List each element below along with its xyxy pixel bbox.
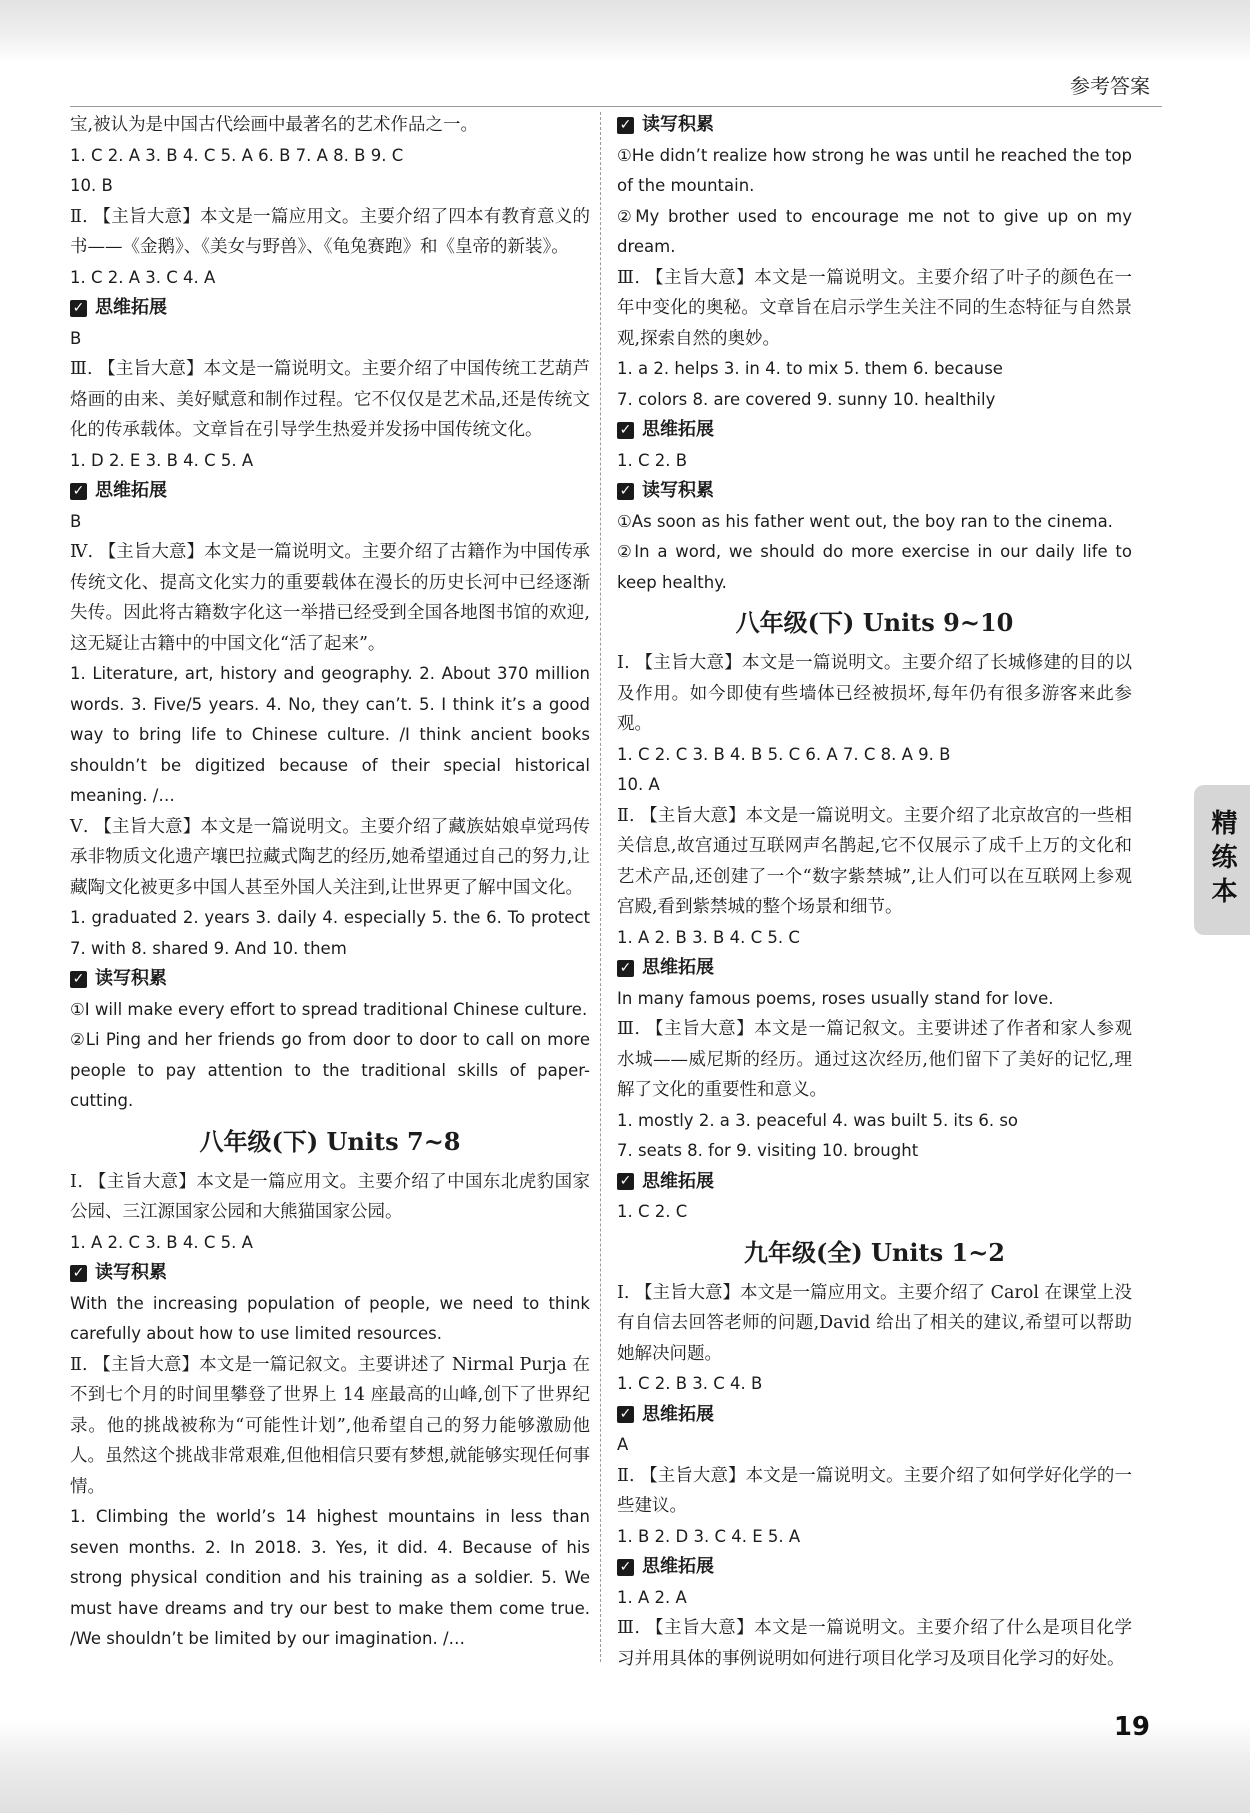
answer-line: With the increasing population of people, we need to think carefully about how to use limited resources. (70, 1293, 590, 1343)
section-heading-label: 思维拓展 (95, 297, 167, 318)
answer-line: ①He didn’t realize how strong he was until he reached the top of the mountain. (617, 145, 1132, 195)
answer-line: 1. B 2. D 3. C 4. E 5. A (617, 1526, 801, 1546)
section-heading (70, 476, 590, 507)
check-icon: ✓ (70, 971, 87, 988)
column-divider (600, 112, 601, 1662)
side-tab: 精练本 (1194, 785, 1250, 935)
answer-line: 1. graduated 2. years 3. daily 4. especially 5. the 6. To protect 7. with 8. shared 9. And 10. them (70, 908, 590, 958)
answer-line: 1. C 2. C 3. B 4. B 5. C 6. A 7. C 8. A 9. B (617, 744, 951, 764)
summary-paragraph: 宝,被认为是中国古代绘画中最著名的艺术作品之一。 (70, 115, 479, 135)
check-icon: ✓ (70, 483, 87, 500)
section-heading (70, 964, 590, 995)
summary-paragraph: Ⅳ. 【主旨大意】本文是一篇说明文。主要介绍了古籍作为中国传承传统文化、提高文化实力的重要载体在漫长的历史长河中已经逐渐失传。因此将古籍数字化这一举措已经受到全国各地图书馆的欢迎,这无疑让古籍中的中国文化“活了起来”。 (70, 542, 590, 654)
summary-paragraph: Ⅱ. 【主旨大意】本文是一篇应用文。主要介绍了四本有教育意义的书——《金鹅》、《美女与野兽》、《龟兔赛跑》和《皇帝的新装》。 (70, 206, 590, 257)
section-heading (617, 1400, 1132, 1431)
answer-line: ②My brother used to encourage me not to give up on my dream. (617, 206, 1132, 256)
unit-title: 八年级(下) Units 7~8 (199, 1126, 461, 1156)
section-heading-label: 思维拓展 (642, 957, 714, 978)
section-heading-label: 思维拓展 (642, 419, 714, 440)
answer-line: 1. a 2. helps 3. in 4. to mix 5. them 6. because (617, 359, 1003, 378)
answer-line: ①As soon as his father went out, the boy ran to the cinema. (617, 511, 1113, 531)
header-rule (70, 106, 1162, 107)
check-icon: ✓ (617, 960, 634, 977)
summary-paragraph: Ⅴ. 【主旨大意】本文是一篇说明文。主要介绍了藏族姑娘卓觉玛传承非物质文化遗产壤巴拉藏式陶艺的经历,她希望通过自己的努力,让藏陶文化被更多中国人甚至外国人关注到,让世界更了解中国文化。 (70, 816, 590, 898)
answer-line: 7. colors 8. are covered 9. sunny 10. healthily (617, 389, 996, 409)
answer-line: ②In a word, we should do more exercise in our daily life to keep healthy. (617, 542, 1132, 592)
section-heading-label: 读写积累 (642, 114, 714, 135)
section-heading-label: 思维拓展 (95, 480, 167, 501)
header-title: 参考答案 (1070, 74, 1150, 98)
answer-line: 1. C 2. A 3. B 4. C 5. A 6. B 7. A 8. B 9. C (70, 145, 404, 165)
answer-line: 1. A 2. C 3. B 4. C 5. A (70, 1232, 253, 1252)
section-heading (70, 293, 590, 324)
right-column (617, 110, 1132, 1674)
section-heading-label: 思维拓展 (642, 1556, 714, 1577)
answer-line: 10. A (617, 775, 660, 794)
summary-paragraph: Ⅲ. 【主旨大意】本文是一篇说明文。主要介绍了叶子的颜色在一年中变化的奥秘。文章旨在启示学生关注不同的生态特征与自然景观,探索自然的奥妙。 (617, 267, 1132, 349)
section-heading (617, 110, 1132, 141)
section-heading (617, 953, 1132, 984)
answer-line: 7. seats 8. for 9. visiting 10. brought (617, 1141, 919, 1160)
answer-line: 1. Literature, art, history and geography. 2. About 370 million words. 3. Five/5 years. 4. No, they can’t. 5. I think it’s a good way to bring life to Chinese culture. /I think ancient books shouldn’t be digitized because of their special historical meaning. /… (70, 664, 590, 805)
answer-line: 10. B (70, 176, 113, 195)
check-icon: ✓ (617, 1406, 634, 1423)
summary-paragraph: Ⅱ. 【主旨大意】本文是一篇说明文。主要介绍了如何学好化学的一些建议。 (617, 1465, 1132, 1516)
section-heading-label: 思维拓展 (642, 1403, 714, 1425)
section-heading (70, 1258, 590, 1289)
check-icon: ✓ (617, 422, 634, 439)
check-icon: ✓ (617, 483, 634, 500)
answer-line: 1. A 2. B 3. B 4. C 5. C (617, 927, 800, 947)
answer-line: 1. C 2. B (617, 450, 688, 470)
answer-line: 1. Climbing the world’s 14 highest mountains in less than seven months. 2. In 2018. 3. Yes, it did. 4. Because of his strong physical condition and his training as a soldier. 5. We must have dreams and try our best to make them come true. /We shouldn’t be limited by our imagination. /… (70, 1507, 590, 1648)
summary-paragraph: Ⅲ. 【主旨大意】本文是一篇记叙文。主要讲述了作者和家人参观水城——威尼斯的经历。通过这次经历,他们留下了美好的记忆,理解了文化的重要性和意义。 (617, 1019, 1132, 1100)
answer-line: 1. A 2. A (617, 1587, 687, 1607)
section-heading (617, 415, 1132, 446)
check-icon: ✓ (617, 1559, 634, 1576)
summary-paragraph: Ⅲ. 【主旨大意】本文是一篇说明文。主要介绍了中国传统工艺葫芦烙画的由来、美好赋意和制作过程。它不仅仅是艺术品,还是传统文化的传承载体。文章旨在引导学生热爱并发扬中国传统文化。 (70, 359, 590, 440)
answer-line: ②Li Ping and her friends go from door to door to call on more people to pay attention to the traditional skills of paper-cutting. (70, 1030, 590, 1110)
answer-line: B (70, 511, 82, 531)
answer-line: 1. C 2. C (617, 1202, 688, 1221)
answer-line: In many famous poems, roses usually stand for love. (617, 988, 1054, 1008)
bottom-scan-band (0, 1720, 1250, 1813)
unit-title: 八年级(下) Units 9~10 (735, 608, 1014, 637)
answer-line: B (70, 328, 82, 348)
check-icon: ✓ (70, 1265, 87, 1282)
summary-paragraph: Ⅱ. 【主旨大意】本文是一篇记叙文。主要讲述了 Nirmal Purja 在不到七个月的时间里攀登了世界上 14 座最高的山峰,创下了世界纪录。他的挑战被称为“可能性计划”,他希望自己的努力能够激励他人。虽然这个挑战非常艰难,但他相信只要有梦想,就能够实现任何事情。 (70, 1354, 590, 1497)
answer-line: 1. C 2. A 3. C 4. A (70, 267, 216, 287)
summary-paragraph: Ⅰ. 【主旨大意】本文是一篇说明文。主要介绍了长城修建的目的以及作用。如今即使有些墙体已经被损坏,每年仍有很多游客来此参观。 (617, 653, 1132, 734)
answer-line: 1. mostly 2. a 3. peaceful 4. was built 5. its 6. so (617, 1110, 1019, 1130)
section-heading-label: 读写积累 (95, 968, 167, 989)
check-icon: ✓ (617, 1173, 634, 1190)
answer-line: A (617, 1435, 629, 1454)
check-icon: ✓ (617, 117, 634, 134)
answer-line: 1. D 2. E 3. B 4. C 5. A (70, 450, 254, 470)
section-heading-label: 读写积累 (642, 480, 714, 501)
section-heading-label: 思维拓展 (642, 1170, 714, 1192)
left-column (70, 110, 590, 1655)
summary-paragraph: Ⅰ. 【主旨大意】本文是一篇应用文。主要介绍了 Carol 在课堂上没有自信去回答老师的问题,David 给出了相关的建议,希望可以帮助她解决问题。 (617, 1282, 1132, 1364)
unit-title: 九年级(全) Units 1~2 (743, 1237, 1006, 1267)
answer-line: ①I will make every effort to spread traditional Chinese culture. (70, 999, 588, 1019)
summary-paragraph: Ⅲ. 【主旨大意】本文是一篇说明文。主要介绍了什么是项目化学习并用具体的事例说明如何进行项目化学习及项目化学习的好处。 (617, 1618, 1132, 1669)
section-heading (617, 1167, 1132, 1198)
answer-line: 1. C 2. B 3. C 4. B (617, 1374, 763, 1393)
top-scan-band (0, 0, 1250, 62)
summary-paragraph: Ⅱ. 【主旨大意】本文是一篇说明文。主要介绍了北京故宫的一些相关信息,故宫通过互联网声名鹊起,它不仅展示了成千上万的文化和艺术产品,还创建了一个“数字紫禁城”,让人们可以在互联网上参观宫殿,看到紫禁城的整个场景和细节。 (617, 805, 1132, 917)
summary-paragraph: Ⅰ. 【主旨大意】本文是一篇应用文。主要介绍了中国东北虎豹国家公园、三江源国家公园和大熊猫国家公园。 (70, 1171, 590, 1222)
section-heading-label: 读写积累 (95, 1262, 167, 1283)
page-number: 19 (1113, 1712, 1150, 1742)
section-heading (617, 476, 1132, 507)
check-icon: ✓ (70, 300, 87, 317)
section-heading (617, 1552, 1132, 1583)
